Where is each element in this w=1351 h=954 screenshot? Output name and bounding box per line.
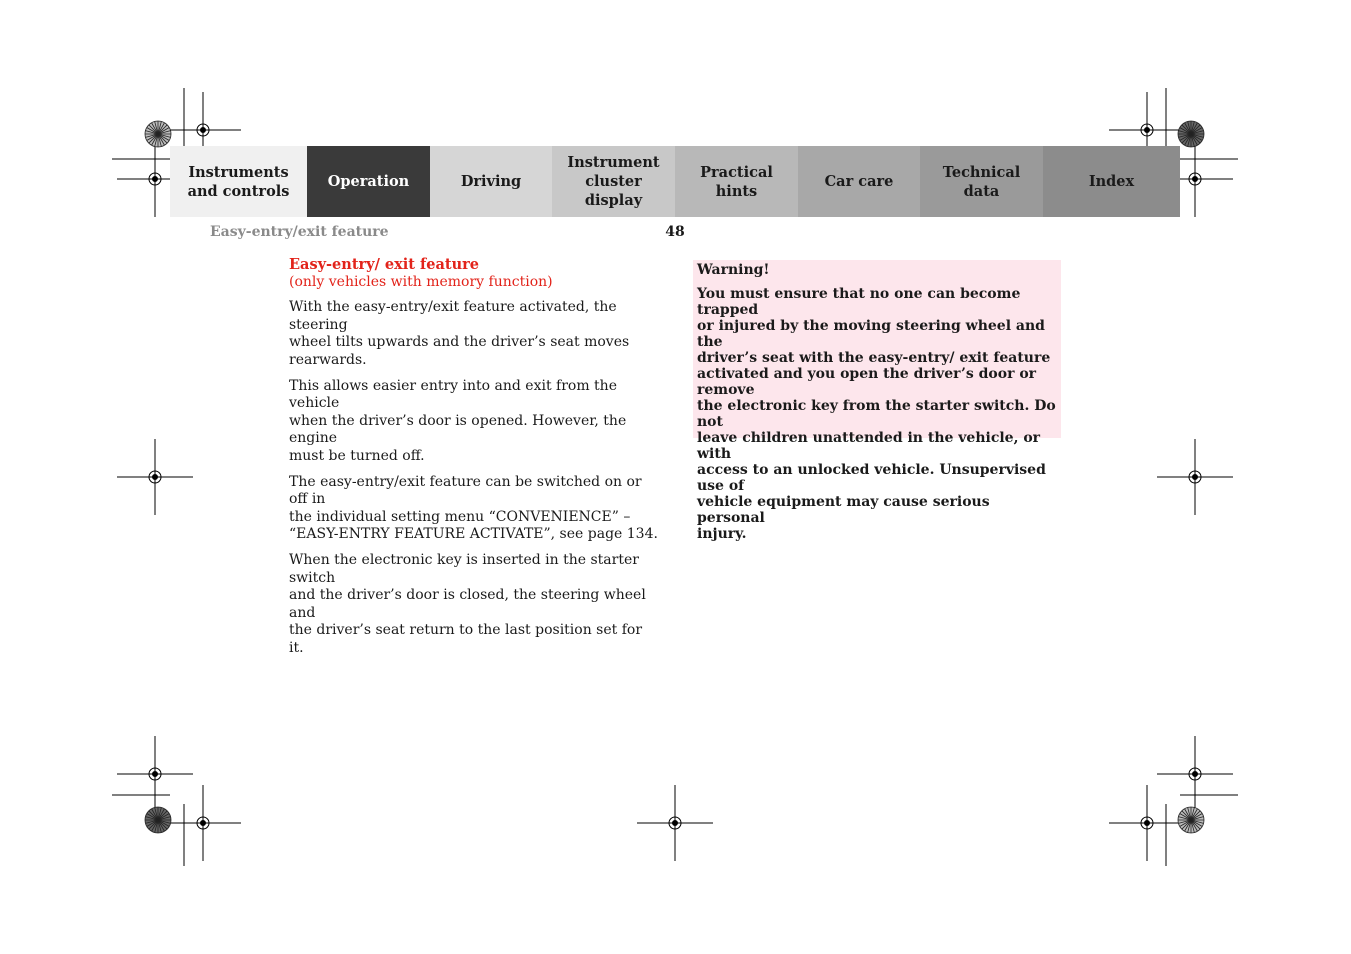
- tab-label: Index: [1088, 173, 1135, 190]
- tab-operation[interactable]: [307, 146, 430, 217]
- tab-label: Driving: [460, 173, 522, 190]
- section-title: Easy-entry/ exit feature: [289, 256, 480, 273]
- tab-index[interactable]: [1043, 146, 1180, 217]
- tab-label: Car care: [824, 173, 894, 190]
- paragraph: This allows easier entry into and exit from the vehicle when the driver’s door is opened. However, the engine must be turned off.: [289, 377, 627, 464]
- tab-label: Instrument cluster display: [567, 154, 660, 209]
- warning-box: [693, 260, 1061, 542]
- tab-label: Instruments and controls: [187, 163, 290, 200]
- tab-instruments-and-controls[interactable]: [170, 146, 307, 217]
- warning-text: You must ensure that no one can become trapped or injured by the moving steering wheel and the driver’s seat with the easy-entry/ exit feature activated and you open the driver’s door or remove the electronic key from the starter switch. Do not leave children unattended in the vehicle, or with access to an unlocked vehicle. Unsupervised use of vehicle equipment may cause serious personal injury.: [697, 286, 1056, 542]
- main-text-column: [289, 256, 661, 657]
- paragraph: The easy-entry/exit feature can be switched on or off in the individual setting menu “CONVENIENCE” – “EASY-ENTRY FEATURE ACTIVATE”, see page 134.: [289, 473, 658, 543]
- paragraph: When the electronic key is inserted in the starter switch and the driver’s door is closed, the steering wheel and the driver’s seat return to the last position set for it.: [289, 551, 646, 656]
- section-subtitle: (only vehicles with memory function): [289, 273, 553, 290]
- warning-title: Warning!: [697, 262, 770, 278]
- tab-label: Technical data: [942, 163, 1021, 200]
- paragraph: With the easy-entry/exit feature activated, the steering wheel tilts upwards and the driver’s seat moves rearwards.: [289, 299, 630, 368]
- page-number: 48: [665, 224, 685, 240]
- tab-driving[interactable]: [430, 146, 552, 217]
- section-tab-bar: [170, 146, 1180, 217]
- tab-label: Operation: [327, 173, 410, 190]
- tab-instrument-cluster-display[interactable]: [552, 146, 675, 217]
- tab-technical-data[interactable]: [920, 146, 1043, 217]
- tab-practical-hints[interactable]: [675, 146, 798, 217]
- tab-car-care[interactable]: [798, 146, 920, 217]
- tab-label: Practical hints: [700, 163, 773, 200]
- running-head: Easy-entry/exit feature: [210, 224, 389, 240]
